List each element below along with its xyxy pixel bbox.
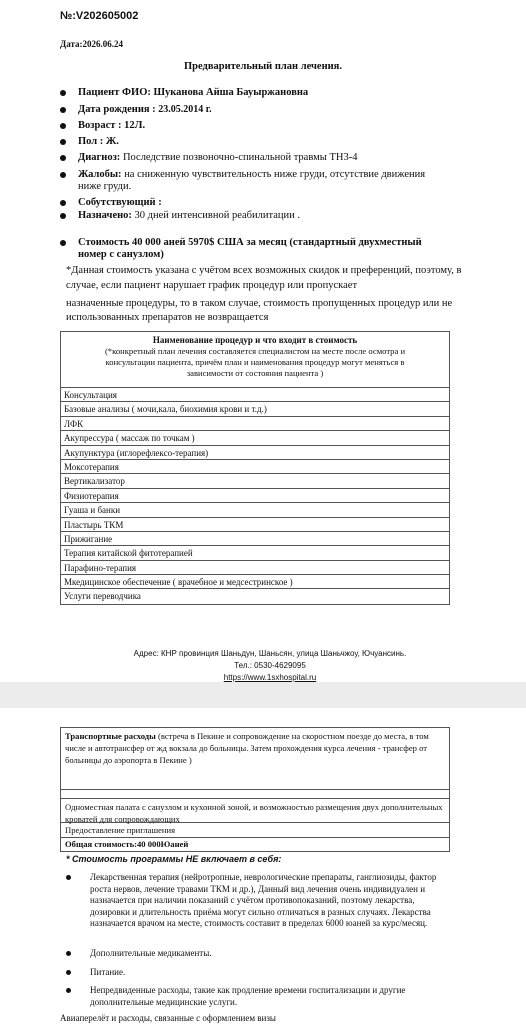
discount-note: *Данная стоимость указана с учётом всех возможных скидок и преференций, поэтому, в случае, если пациент нарушает график процедур или пропускает xyxy=(66,265,462,291)
table-row: Прижигание xyxy=(61,532,449,546)
last-line: Авиаперелёт и расходы, связанные с оформлением визы xyxy=(60,1013,276,1023)
diagnosis-value: Последствие позвоночно-спинальной травмы ТН3-4 xyxy=(120,152,358,163)
age-value: 12Л. xyxy=(121,120,146,131)
not-included-item: Дополнительные медикаменты. xyxy=(66,948,450,960)
patient-name-item xyxy=(60,87,438,99)
transport-cell xyxy=(61,728,449,790)
bullet-icon xyxy=(60,200,66,206)
table-row: Парафино-терапия xyxy=(61,561,449,575)
complaints-value: на сниженную чувствительность ниже груди, отсутствие движения ниже груди. xyxy=(78,169,426,192)
table-row: Акупрессура ( массаж по точкам ) xyxy=(61,431,449,445)
total-cost-cell: Общая стоимость:40 000Юаней xyxy=(65,839,189,849)
prescribed-item xyxy=(60,210,438,222)
table-row: Гуаша и банки xyxy=(61,503,449,517)
field-label: Назначено: xyxy=(78,210,132,221)
footer-address: Адрес: КНР провинция Шаньдун, Шаньсян, улица Шаньчжоу, Ючуансинь. xyxy=(133,649,407,658)
bullet-icon xyxy=(60,123,66,129)
procedures-table xyxy=(60,331,450,605)
bullet-icon xyxy=(60,107,66,113)
footer-phone: Тел.: 0530-4629095 xyxy=(234,661,306,670)
document-date: Дата:2026.06.24 xyxy=(60,39,123,49)
table-body xyxy=(61,388,449,604)
not-included-item: Лекарственная терапия (нейротропные, неврологические препараты, ганглиозиды, фактор роста нервов, лечение травами ТКМ и др.), Данный вид лечения очень индивидуален и назначается при наличии показаний с учётом противопоказаний, поэтому лекарства, дозировки и длительность приёма могут сильно отличаться в разных случаях. Лекарства назначается врачом на месте, стоимость составит в пределах 6000 юаней за курс/месяц. xyxy=(66,872,450,930)
table-row: Пластырь ТКМ xyxy=(61,518,449,532)
table-row: Услуги переводчика xyxy=(64,591,141,602)
table-row: Физиотерапия xyxy=(61,489,449,503)
not-included-item: Питание. xyxy=(66,967,450,979)
birthdate-value: 23.05.2014 г. xyxy=(155,104,212,115)
field-label: Дата рождения : xyxy=(78,104,156,115)
field-label: Пациент ФИО: xyxy=(78,87,151,98)
diagnosis-item xyxy=(60,152,478,164)
sex-value: Ж. xyxy=(103,136,119,147)
room-cell: Одноместная палата с санузлом и кухонной зоной, и возможностью размещения двух дополнительных кроватей для сопровождающих xyxy=(61,799,449,823)
not-included-item: Непредвиденные расходы, такие как продление времени госпитализации и другие дополнительные медицинские услуги. xyxy=(66,985,450,1008)
table-header xyxy=(61,332,449,388)
field-label: Собутствующий : xyxy=(78,197,162,208)
table-row: Акупунктура (иглорефлексо-терапия) xyxy=(61,446,449,460)
age-item xyxy=(60,120,438,132)
invitation-cell: Предоставление приглашения xyxy=(61,823,449,838)
transport-title: Транспортные расходы xyxy=(65,731,156,741)
table-row: Мкедицинское обеспечение ( врачебное и медсестринское ) xyxy=(61,575,449,589)
table-row: ЛФК xyxy=(61,417,449,431)
bullet-icon xyxy=(66,951,71,956)
reference-number: №:V202605002 xyxy=(60,10,139,22)
comorbidity-item xyxy=(60,197,438,209)
bullet-icon xyxy=(60,139,66,145)
empty-cell xyxy=(61,790,449,799)
table-header-title: Наименование процедур и что входит в стоимость xyxy=(152,335,358,345)
table-row: Моксотерапия xyxy=(61,460,449,474)
bullet-icon xyxy=(60,240,66,246)
transport-text: (встреча в Пекине и сопровождение на скоростном поезде до места, в том числе и автотрансфер от жд вокзала до больницы. Затем прохождения курса лечения - трансфер от больницы до аэропорта в Пекине ) xyxy=(65,731,429,765)
table-row: Базовые анализы ( мочи,кала, биохимия крови и т.д.) xyxy=(61,402,449,416)
bullet-icon xyxy=(66,988,71,993)
discount-note-continued: назначенные процедуры, то в таком случае, стоимость пропущенных процедур или не использованных препаратов не возвращается xyxy=(66,298,453,323)
birthdate-item xyxy=(60,104,438,116)
field-label: Диагноз: xyxy=(78,152,121,163)
cost-item xyxy=(60,237,423,261)
footer-website[interactable]: https://www.1sxhospital.ru xyxy=(223,673,317,682)
bullet-icon xyxy=(60,172,66,178)
bullet-icon xyxy=(66,875,71,880)
not-included-title: * Стоимость программы НЕ включает в себя: xyxy=(66,854,282,864)
cost-line: Стоимость 40 000 аней 5970$ США за месяц (стандартный двухместный номер с санузлом) xyxy=(78,237,422,260)
field-label: Возраст : xyxy=(78,120,122,131)
page-separator xyxy=(0,682,526,708)
patient-name: Шуканова Айша Бауыржановна xyxy=(150,87,309,98)
sex-item xyxy=(60,136,438,148)
field-label: Жалобы: xyxy=(78,169,122,180)
document-title: Предварительный план лечения. xyxy=(184,61,342,72)
complaints-item xyxy=(60,169,448,193)
prescribed-value: 30 дней интенсивной реабилитации . xyxy=(131,210,300,221)
bullet-icon xyxy=(66,970,71,975)
document-page-2 xyxy=(0,708,526,1024)
field-label: Пол : xyxy=(78,136,104,147)
table-row: Терапия китайской фитотерапией xyxy=(61,546,449,560)
pricing-table xyxy=(60,727,450,852)
table-row: Вертикализатор xyxy=(61,474,449,488)
bullet-icon xyxy=(60,90,66,96)
bullet-icon xyxy=(60,213,66,219)
bullet-icon xyxy=(60,155,66,161)
table-header-note: (*конкретный план лечения составляется специалистом на месте после осмотра и консультации пациента, причём план и наименования процедур могут меняться в зависимости от состояния пациента ) xyxy=(104,346,406,378)
table-row: Консультация xyxy=(61,388,449,402)
